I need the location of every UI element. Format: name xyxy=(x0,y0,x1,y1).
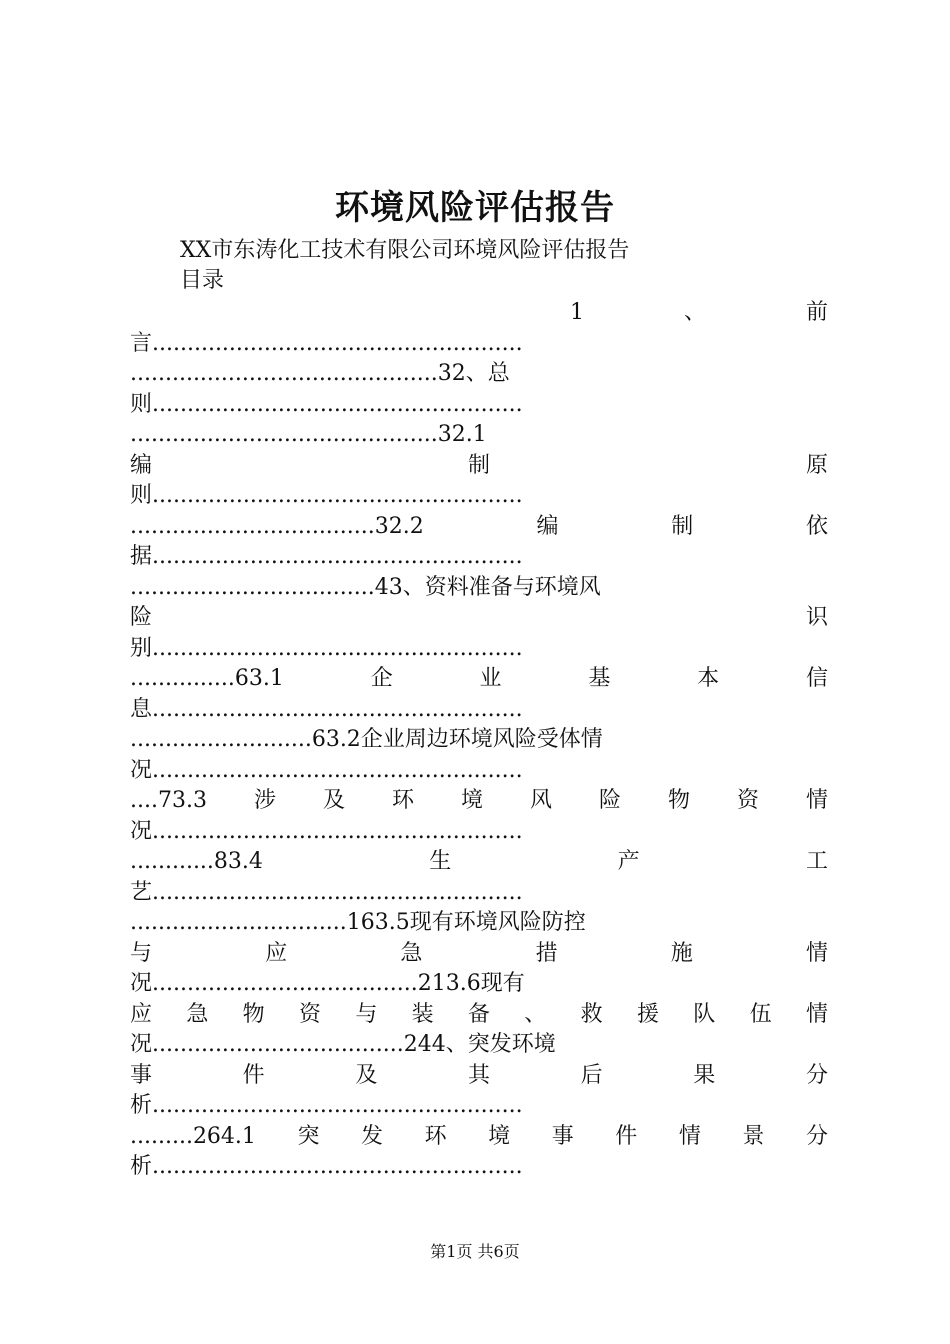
toc-line-text: 原 xyxy=(805,452,828,478)
toc-line xyxy=(130,969,828,1000)
toc-line-text: 事 xyxy=(130,1062,153,1088)
document-subtitle: XX市东涛化工技术有限公司环境风险评估报告 xyxy=(180,238,630,263)
toc-line-text: 况......................................213.6现有 xyxy=(130,971,525,996)
toc-line xyxy=(130,1061,828,1092)
toc-line-text: ...................................32.2 xyxy=(130,513,424,539)
toc-line-text: ...............63.1 xyxy=(130,666,284,691)
toc-line-text: 据..................................................... xyxy=(130,544,523,569)
toc-line-text: 救 xyxy=(580,1001,603,1027)
toc-line-text: .........264.1 xyxy=(130,1123,256,1149)
toc-line-text: 况..................................................... xyxy=(130,818,523,844)
page-footer: 第1页 共6页 xyxy=(430,1242,520,1261)
toc-line-text: 突 xyxy=(297,1123,320,1149)
toc-line xyxy=(130,664,828,695)
toc-line-text: ............................................32、总 xyxy=(130,361,510,386)
toc-line xyxy=(130,1000,828,1031)
toc-line-text: 编 xyxy=(130,452,153,478)
toc-line-text: 风 xyxy=(529,788,552,813)
toc-line-text: 况..................................................... xyxy=(130,757,523,783)
toc-line-text: ...............................163.5现有环境风险防控 xyxy=(130,910,586,935)
toc-line xyxy=(130,695,828,726)
toc-line-text: 息..................................................... xyxy=(130,696,523,722)
toc-line-text: 施 xyxy=(670,940,693,966)
document-title: 环境风险评估报告 xyxy=(335,188,615,228)
toc-line xyxy=(130,878,828,909)
toc-line-text: 基 xyxy=(588,666,611,691)
toc-line-text: 生 xyxy=(429,849,452,874)
toc-line-text: 物 xyxy=(667,788,690,813)
toc-line-text: 本 xyxy=(697,666,720,691)
toc-line xyxy=(130,634,828,665)
toc-line-text: ....73.3 xyxy=(130,788,207,813)
toc-line-text: 情 xyxy=(805,788,828,813)
toc-line-text: 援 xyxy=(636,1001,659,1027)
toc-line-text: 别..................................................... xyxy=(130,635,523,661)
toc-line xyxy=(130,542,828,573)
toc-line xyxy=(130,939,828,970)
toc-line-text: 果 xyxy=(693,1062,716,1088)
toc-line-text: 件 xyxy=(615,1123,638,1149)
table-of-contents xyxy=(130,298,828,1183)
toc-line-text: 析..................................................... xyxy=(130,1154,523,1179)
toc-line-text: 与 xyxy=(130,940,153,966)
toc-line-text: 环 xyxy=(391,788,414,813)
toc-line-text: 急 xyxy=(400,940,423,966)
toc-line-text: 后 xyxy=(580,1062,603,1088)
toc-line xyxy=(130,1030,828,1061)
toc-line-text: 信 xyxy=(805,666,828,691)
toc-line xyxy=(130,329,828,360)
toc-line-text: 环 xyxy=(424,1123,447,1149)
toc-heading: 目录 xyxy=(180,268,225,293)
toc-line-text: 工 xyxy=(805,849,828,874)
toc-line-text: 、 xyxy=(524,1001,547,1027)
toc-line-text: 应 xyxy=(130,1001,153,1027)
toc-line-text: ...................................43、资料准备与环境风 xyxy=(130,574,601,600)
toc-line xyxy=(130,512,828,543)
toc-line-text: 资 xyxy=(298,1001,321,1027)
toc-line-text: 艺..................................................... xyxy=(130,879,523,905)
toc-line-text: 件 xyxy=(242,1062,265,1088)
toc-line-text: 产 xyxy=(617,849,640,874)
toc-line-text: 发 xyxy=(361,1123,384,1149)
toc-line-text: 编 xyxy=(536,513,559,539)
toc-line-text: 制 xyxy=(671,513,694,539)
toc-line xyxy=(130,298,828,329)
toc-line-text: 况....................................244、突发环境 xyxy=(130,1032,556,1057)
toc-line-text: 伍 xyxy=(749,1001,772,1027)
toc-line xyxy=(130,1152,828,1183)
toc-line-text: 分 xyxy=(805,1123,828,1149)
toc-line xyxy=(130,1091,828,1122)
toc-line-text: 与 xyxy=(355,1001,378,1027)
toc-line-text: 涉 xyxy=(253,788,276,813)
toc-line-text: 急 xyxy=(186,1001,209,1027)
toc-line-text: 、 xyxy=(683,300,706,325)
toc-line-text: 情 xyxy=(805,940,828,966)
toc-line-text: 备 xyxy=(467,1001,490,1027)
toc-line xyxy=(130,420,828,451)
toc-line xyxy=(130,359,828,390)
toc-line-text: 景 xyxy=(742,1123,765,1149)
toc-line-text: 1 xyxy=(570,300,584,325)
toc-line xyxy=(130,1122,828,1153)
toc-line-text: 应 xyxy=(265,940,288,966)
toc-line-text: 装 xyxy=(411,1001,434,1027)
toc-line-text: 其 xyxy=(467,1062,490,1088)
toc-line xyxy=(130,603,828,634)
toc-line-text: ............83.4 xyxy=(130,849,263,874)
toc-line xyxy=(130,725,828,756)
toc-line xyxy=(130,817,828,848)
toc-line-text: 业 xyxy=(479,666,502,691)
toc-line-text: 措 xyxy=(535,940,558,966)
toc-line xyxy=(130,390,828,421)
toc-line xyxy=(130,451,828,482)
toc-line-text: 物 xyxy=(242,1001,265,1027)
toc-line-text: 依 xyxy=(805,513,828,539)
toc-line-text: 境 xyxy=(488,1123,511,1149)
toc-line-text: 情 xyxy=(805,1001,828,1027)
toc-line-text: 情 xyxy=(678,1123,701,1149)
toc-line-text: 事 xyxy=(551,1123,574,1149)
toc-line-text: 析..................................................... xyxy=(130,1093,523,1118)
toc-line-text: 企 xyxy=(370,666,393,691)
toc-line xyxy=(130,908,828,939)
toc-line-text: 言..................................................... xyxy=(130,330,523,356)
toc-line-text: 险 xyxy=(598,788,621,813)
toc-line-text: 则..................................................... xyxy=(130,391,523,417)
toc-line-text: ..........................63.2企业周边环境风险受体情 xyxy=(130,727,603,752)
toc-line-text: 识 xyxy=(805,605,828,630)
toc-line-text: 及 xyxy=(322,788,345,813)
toc-line xyxy=(130,481,828,512)
toc-line-text: 分 xyxy=(805,1062,828,1088)
toc-line xyxy=(130,847,828,878)
toc-line-text: 资 xyxy=(736,788,759,813)
toc-line xyxy=(130,786,828,817)
toc-line-text: 险 xyxy=(130,605,153,630)
toc-line-text: 则..................................................... xyxy=(130,483,523,508)
toc-line xyxy=(130,756,828,787)
toc-line-text: 队 xyxy=(693,1001,716,1027)
toc-line xyxy=(130,573,828,604)
toc-line-text: 境 xyxy=(460,788,483,813)
toc-line-text: 制 xyxy=(467,452,490,478)
toc-line-text: ............................................32.1 xyxy=(130,422,487,447)
toc-line-text: 前 xyxy=(805,300,828,325)
toc-line-text: 及 xyxy=(355,1062,378,1088)
